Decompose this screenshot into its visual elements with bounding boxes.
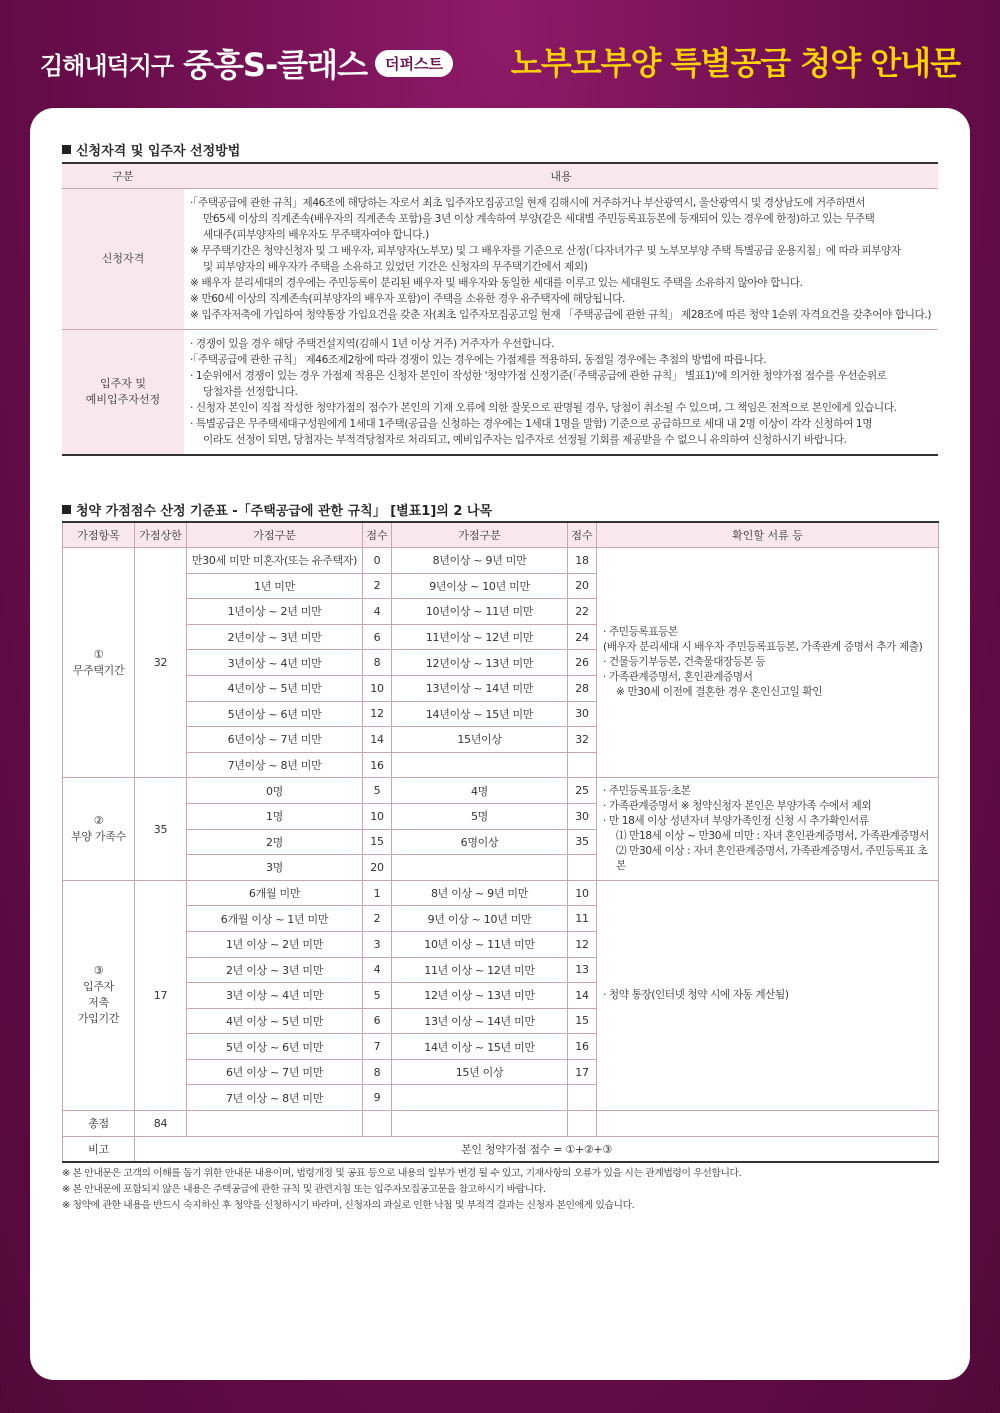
table-row: 7년 이상 ~ 8년 미만 9	[63, 1085, 939, 1111]
required-docs: · 청약 통장(인터넷 청약 시에 자동 계산됨)	[597, 880, 939, 1110]
table-row: 6년 이상 ~ 7년 미만 8 15년 이상 17	[63, 1059, 939, 1085]
content-card	[30, 108, 970, 1380]
col-header-content: 내용	[184, 163, 938, 189]
table-row: 7년이상 ~ 8년 미만 16	[63, 752, 939, 778]
col-header-category: 구분	[62, 163, 184, 189]
col-header: 가점상한	[135, 522, 187, 548]
section1-title: 신청자격 및 입주자 선정방법	[62, 140, 240, 159]
table-row: 4년이상 ~ 5년 미만 10 13년이상 ~ 14년 미만 28	[63, 675, 939, 701]
brand-badge: 더퍼스트	[375, 50, 453, 77]
total-row	[63, 1111, 939, 1137]
footnotes: ※ 본 안내문은 고객의 이해를 돕기 위한 안내문 내용이며, 법령개정 및 공표 등으로 내용의 일부가 변경 될 수 있고, 기재사항의 오류가 있을 시는 관계법령이 우선합니다. ※ 본 안내문에 포함되지 않은 내용은 주택공급에 관한 규칙 및 관련지침 또는 입주자모집공고문을 참고하시기 바랍니다. ※ 청약에 관한 내용을 반드시 숙지하신 후 청약을 신청하시기 바라며, 신청자의 과실로 인한 낙첨 및 부적격 결과는 신청자 본인에게 있습니다.	[62, 1168, 742, 1211]
group-label: ③ 입주자 저축 가입기간	[63, 880, 135, 1110]
group-label: ① 무주택기간	[63, 548, 135, 778]
selection-content: · 경쟁이 있을 경우 해당 주택건설지역(김해시 1년 이상 거주) 거주자가 우선합니다. ·「주택공급에 관한 규칙」 제46조제2항에 따라 경쟁이 있는 경우에는 가점제를 적용하되, 동점일 경우에는 추첨의 방법에 따릅니다. · 1순위에서 경쟁이 있는 경우 가점제 적용은 신청자 본인이 작성한 '청약가점 신정기준(「주택공급에 관한 규칙」 별표1)'에 의거한 청약가점 점수를 우선순위로 당첨자를 선정합니다. · 신청자 본인이 직접 작성한 청약가점의 점수가 본인의 기재 오류에 의한 잘못으로 판명될 경우, 당첨이 취소될 수 있으며, 그 책임은 전적으로 본인에게 있습니다. · 특별공급은 무주택세대구성원에게 1세대 1주택(공급을 신청하는 경우에는 1세대 1명을 말함) 기준으로 공급하므로 세대 내 2명 이상이 각각 신청하여 1명 이라도 선정이 되면, 당첨자는 부적격당첨자로 처리되고, 예비입주자는 입주자로 선정될 기회를 제공받을 수 없으니 유의하여 신청하시기 바랍니다.	[184, 330, 938, 456]
table-row: 2명 15 6명이상 35	[63, 829, 939, 855]
square-bullet-icon	[62, 505, 71, 514]
col-header: 점수	[568, 522, 597, 548]
table-row	[62, 330, 938, 456]
table-row: 2년이상 ~ 3년 미만 6 11년이상 ~ 12년 미만 24	[63, 624, 939, 650]
table-row: 6개월 이상 ~ 1년 미만 2 9년 이상 ~ 10년 미만 11	[63, 906, 939, 932]
eligibility-table	[62, 162, 938, 456]
table-row: 1년이상 ~ 2년 미만 4 10년이상 ~ 11년 미만 22	[63, 599, 939, 625]
col-header: 확인할 서류 등	[597, 522, 939, 548]
group-max: 32	[135, 548, 187, 778]
table-row: 3명 20	[63, 855, 939, 881]
brand-name: 중흥S-클래스	[183, 46, 367, 84]
group-label: ② 부양 가족수	[63, 778, 135, 880]
required-docs: · 주민등록표등·초본 · 가족관계증명서 ※ 청약신청자 본인은 부양가족 수에서 제외 · 만 18세 이상 성년자녀 부양가족인정 신청 시 추가확인서류 ⑴ 만18세 이상 ~ 만30세 미만 : 자녀 혼인관계증명서, 가족관계증명서 ⑵ 만30세 이상 : 자녀 혼인관계증명서, 가족관계증명서, 주민등록표 초본	[597, 778, 939, 880]
table-row: 3년이상 ~ 4년 미만 8 12년이상 ~ 13년 미만 26	[63, 650, 939, 676]
brand-district: 김해내덕지구	[40, 51, 174, 80]
table-row: 1년 이상 ~ 2년 미만 3 10년 이상 ~ 11년 미만 12	[63, 931, 939, 957]
table-row: 3년 이상 ~ 4년 미만 5 12년 이상 ~ 13년 미만 14	[63, 983, 939, 1009]
table-row: ② 부양 가족수 35 0명 5 4명 25 · 주민등록표등·초본 · 가족관계증명서 ※ 청약신청자 본인은 부양가족 수에서 제외 · 만 18세 이상 성년자녀 부양가족인정 신청 시 추가확인서류 ⑴ 만18세 이상 ~ 만30세 미만 : 자녀 혼인관계증명서, 가족관계증명서 ⑵ 만30세 이상 : 자녀 혼인관계증명서, 가족관계증명서, 주민등록표 초본	[63, 778, 939, 804]
row-label: 입주자 및 예비입주자선정	[62, 330, 184, 456]
remark-value: 본인 청약가점 점수 = ①+②+③	[135, 1136, 939, 1162]
col-header: 가점구분	[187, 522, 363, 548]
table-row: ① 무주택기간 32 만30세 미만 미혼자(또는 유주택자) 0 8년이상 ~ 9년 미만 18 · 주민등록표등본 (배우자 분리세대 시 배우자 주민등록표등본, 가족관계 증명서 추가 제출) · 건물등기부등본, 건축물대장등본 등 · 가족관계증명서, 혼인관계증명서 ※ 만30세 이전에 결혼한 경우 혼인신고일 확인	[63, 548, 939, 574]
col-header: 가점구분	[392, 522, 568, 548]
table-row: ③ 입주자 저축 가입기간 17 6개월 미만 1 8년 이상 ~ 9년 미만 10 · 청약 통장(인터넷 청약 시에 자동 계산됨)	[63, 880, 939, 906]
table-row	[62, 189, 938, 330]
score-table	[62, 521, 939, 1163]
remark-row	[63, 1136, 939, 1162]
remark-label: 비고	[63, 1136, 135, 1162]
table-row: 6년이상 ~ 7년 미만 14 15년이상 32	[63, 727, 939, 753]
table-row: 4년 이상 ~ 5년 미만 6 13년 이상 ~ 14년 미만 15	[63, 1008, 939, 1034]
group-max: 35	[135, 778, 187, 880]
document-title: 노부모부양 특별공급 청약 안내문	[510, 44, 960, 82]
group-max: 17	[135, 880, 187, 1110]
section2-title: 청약 가점점수 산정 기준표 -「주택공급에 관한 규칙」 [별표1]의 2 나목	[62, 500, 492, 519]
table-row: 5년 이상 ~ 6년 미만 7 14년 이상 ~ 15년 미만 16	[63, 1034, 939, 1060]
col-header: 가점항목	[63, 522, 135, 548]
table-row: 1명 10 5명 30	[63, 803, 939, 829]
total-value: 84	[135, 1111, 187, 1137]
table-row: 2년 이상 ~ 3년 미만 4 11년 이상 ~ 12년 미만 13	[63, 957, 939, 983]
table-row: 1년 미만 2 9년이상 ~ 10년 미만 20	[63, 573, 939, 599]
brand-logo	[40, 40, 453, 86]
table-row: 5년이상 ~ 6년 미만 12 14년이상 ~ 15년 미만 30	[63, 701, 939, 727]
col-header: 점수	[363, 522, 392, 548]
required-docs: · 주민등록표등본 (배우자 분리세대 시 배우자 주민등록표등본, 가족관계 증명서 추가 제출) · 건물등기부등본, 건축물대장등본 등 · 가족관계증명서, 혼인관계증명서 ※ 만30세 이전에 결혼한 경우 혼인신고일 확인	[597, 548, 939, 778]
total-label: 총점	[63, 1111, 135, 1137]
square-bullet-icon	[62, 145, 71, 154]
page-header	[0, 0, 1000, 108]
eligibility-content: ·「주택공급에 관한 규칙」제46조에 해당하는 자로서 최초 입주자모집공고일 현재 김해시에 거주하거나 부산광역시, 울산광역시 및 경상남도에 거주하면서 만65세 이상의 직계존속(배우자의 직계존속 포함)을 3년 이상 계속하여 부양(같은 세대별 주민등록표등본에 등재되어 있는 경우에 한정)하고 있는 무주택 세대주(피부양자의 배우자도 무주택자여야 합니다.) ※ 무주택기간은 청약신청자 및 그 배우자, 피부양자(노부모) 및 그 배우자를 기준으로 산정(「다자녀가구 및 노부모부양 주택 특별공급 운용지침」에 따라 피부양자 및 피부양자의 배우자가 주택을 소유하고 있었던 기간은 신청자의 무주택기간에서 제외) ※ 배우자 분리세대의 경우에는 주민등록이 분리된 배우자 및 배우자와 동일한 세대를 이루고 있는 세대원도 주택을 소유하지 않아야 합니다. ※ 만60세 이상의 직계존속(피부양자의 배우자 포함)이 주택을 소유한 경우 유주택자에 해당됩니다. ※ 입주자저축에 가입하여 청약통장 가입요건을 갖춘 자(최초 입주자모집공고일 현재 「주택공급에 관한 규칙」 제28조에 따른 청약 1순위 자격요건을 갖추어야 합니다.)	[184, 189, 938, 330]
row-label: 신청자격	[62, 189, 184, 330]
